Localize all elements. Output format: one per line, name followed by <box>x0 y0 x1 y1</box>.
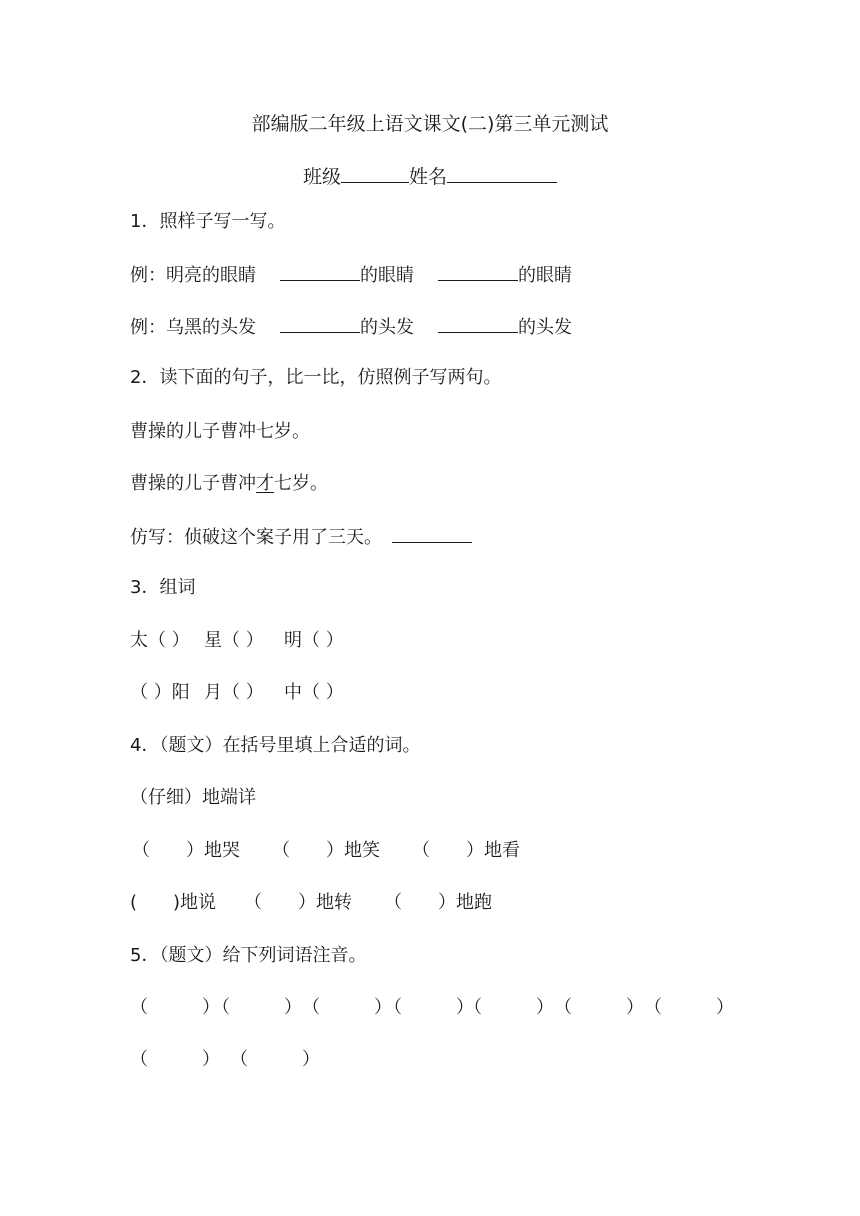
q1-row2-example: 例：乌黑的头发 <box>130 317 256 338</box>
q3-item: （ ）阳 <box>130 682 190 703</box>
q1-row1-suffix1: 的眼睛 <box>360 265 414 286</box>
q2-imitate-blank[interactable] <box>392 524 472 543</box>
q1-row2-suffix2: 的头发 <box>518 317 572 338</box>
q5-blank[interactable]: （ ） <box>130 997 220 1018</box>
q1-row1-blank1[interactable] <box>280 262 360 281</box>
q3-item: 太（ ） <box>130 630 190 651</box>
q4-example: （仔细）地端详 <box>130 787 256 808</box>
q3-prompt: 3．组词 <box>130 577 196 598</box>
q4-prompt: 4．（题文）在括号里填上合适的词。 <box>130 735 421 756</box>
q2-imitate: 仿写：侦破这个案子用了三天。 <box>130 527 382 548</box>
class-label: 班级 <box>302 166 341 188</box>
q3-item: 星（ ） <box>204 630 264 651</box>
q1-row1 <box>130 262 572 288</box>
q2-sentence2-before: 曹操的儿子曹冲 <box>130 473 256 494</box>
q5-blank[interactable]: （ ） <box>384 997 474 1018</box>
page-title: 部编版二年级上语文课文(二)第三单元测试 <box>251 113 609 135</box>
q1-row2-blank2[interactable] <box>438 314 518 333</box>
q1-row1-example: 例：明亮的眼睛 <box>130 265 256 286</box>
class-blank[interactable] <box>341 164 409 183</box>
class-name-line <box>0 164 860 189</box>
q5-prompt: 5．（题文）给下列词语注音。 <box>130 945 367 966</box>
q4-item: （ ）地哭 <box>132 840 240 861</box>
q4-item: （ ）地笑 <box>272 840 380 861</box>
q5-blank[interactable]: （ ） <box>230 1049 320 1070</box>
q1-row2 <box>130 314 572 340</box>
q2-prompt: 2．读下面的句子，比一比，仿照例子写两句。 <box>130 367 502 388</box>
name-blank[interactable] <box>447 164 557 183</box>
q2-imitate-line <box>130 524 472 550</box>
q1-prompt: 1．照样子写一写。 <box>130 211 286 232</box>
q5-blank[interactable]: （ ） <box>554 997 644 1018</box>
q5-blank[interactable]: （ ） <box>464 997 554 1018</box>
q1-row2-suffix1: 的头发 <box>360 317 414 338</box>
q2-sentence1: 曹操的儿子曹冲七岁。 <box>130 421 310 442</box>
q3-item: 明（ ） <box>284 630 344 651</box>
q1-row1-suffix2: 的眼睛 <box>518 265 572 286</box>
q5-blank[interactable]: （ ） <box>302 997 392 1018</box>
q5-blank[interactable]: （ ） <box>212 997 302 1018</box>
q2-sentence2 <box>130 472 328 496</box>
q1-row1-blank2[interactable] <box>438 262 518 281</box>
q3-item: 中（ ） <box>284 682 344 703</box>
q2-sentence2-after: 七岁。 <box>274 473 328 494</box>
q4-item: （ ）地转 <box>244 892 352 913</box>
q2-sentence2-underlined: 才 <box>256 473 274 494</box>
q5-blank[interactable]: （ ） <box>130 1049 220 1070</box>
name-label: 姓名 <box>409 166 448 188</box>
q4-item: ( )地说 <box>130 892 217 913</box>
q3-item: 月（ ） <box>204 682 264 703</box>
q5-blank[interactable]: （ ） <box>644 997 734 1018</box>
q4-item: （ ）地看 <box>412 840 520 861</box>
q4-item: （ ）地跑 <box>384 892 492 913</box>
q1-row2-blank1[interactable] <box>280 314 360 333</box>
